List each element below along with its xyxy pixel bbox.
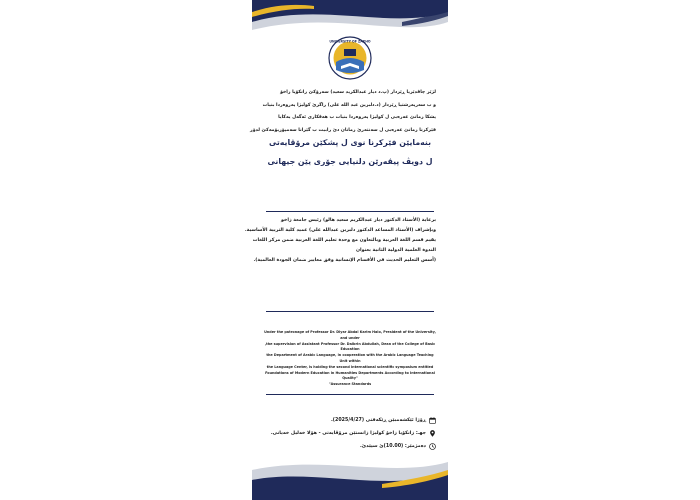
event-details	[264, 414, 436, 453]
event-poster	[244, 0, 448, 500]
arabic-line: وبإشراف (الأستاذ المساعد الدكتور دلبرين عبدالله علي) عميد كلية التربية الأساسية.	[244, 228, 436, 233]
event-headline	[262, 133, 438, 171]
separator-line-2	[266, 311, 434, 312]
kurdish-intro	[250, 87, 436, 137]
date-text: ڕۆژا ئێکشەمبێن ڕێکەفتی (2025/4/27).	[330, 418, 426, 423]
time-text: دەمژمێر: (10.00)ێ سپێدێ.	[359, 444, 426, 449]
separator-line-3	[266, 394, 434, 395]
clock-icon	[429, 443, 436, 450]
calendar-icon	[429, 417, 436, 424]
location-text: جهـ: زانکۆیا زاخۆ کولیژا زانستێن مرۆڤایەتی - هۆلا خەلیل خەیانی.	[270, 431, 426, 436]
arabic-line: برعاية (الأستاذ الدكتور ديار عبدالكريم سعيد هالو) رئيس جامعة زاخو	[281, 218, 436, 223]
english-line: Under the patronage of Professor Dr. Diyar Abdal Karim Halo, President of the University, and under	[264, 330, 436, 340]
detail-location	[264, 427, 436, 440]
detail-date	[264, 414, 436, 427]
english-line: "Assurance Standards	[328, 382, 372, 387]
arabic-line: الندوة العلمية الدولية الثانية بعنوان	[356, 248, 436, 253]
university-logo	[328, 36, 372, 80]
kurdish-intro-line: فێرکرنا زمانێ عەرەبی ل سەنتەرێ زمانان دێ رابیت ب گێرانا سەمپۆزیۆمەکێ لدۆر	[250, 127, 436, 133]
headline-line: ل دویڤ پیڤەرێن دلنیایی جۆری یێن جیهانی	[267, 157, 433, 166]
kurdish-intro-line: و ب سەرپەرشتیا ڕێزدار (د.دلبرین عبد الله علی) راگرێ کولیژا پەروەردا بنیات	[262, 102, 436, 108]
english-line: ,the supervision of Assistant Professor Dr. Dalbrin Abdullah, Dean of the College of Basic Education	[264, 341, 436, 352]
separator-line-1	[266, 211, 434, 212]
arabic-line: (أسس التعليم الحديث في الأقسام الإنسانية وفق معايير ضمان الجودة العالمية).	[253, 258, 436, 263]
arabic-line: يقيم قسم اللغة العربية وبالتعاون مع وحدة تعليم اللغة العربية ضمن مركز اللغات	[252, 238, 436, 243]
logo-arc-text: UNIVERSITY OF ZAKHO	[329, 39, 371, 44]
detail-time	[264, 440, 436, 453]
headline-line: بنەمایێن فێرکرنا نوی ل پشکێن مرۆڤایەتی	[268, 138, 432, 147]
kurdish-intro-line: لژێر چاڤدێریا ڕێزدار (پ.د دیار عبدالکرید سعید) سەرۆکێ زانکۆیا زاخۆ	[280, 90, 436, 95]
english-line: the Language Center, is holding the second international scientific symposium entitled	[266, 364, 434, 369]
english-line: Foundations of Modern Education in Humanities Departments According to International Quality"	[265, 370, 435, 381]
kurdish-intro-line: پشکا زمانێ عەرەبی ل کولیژا پەروەردا بنیات ب هەڤکاری ئەگەل یەکایا	[278, 115, 436, 120]
english-body	[264, 330, 436, 388]
location-pin-icon	[429, 430, 436, 437]
arabic-body	[244, 216, 436, 266]
english-line: the Department of Arabic Language, in cooperation with the Arabic Language Teaching Unit within	[266, 353, 434, 363]
